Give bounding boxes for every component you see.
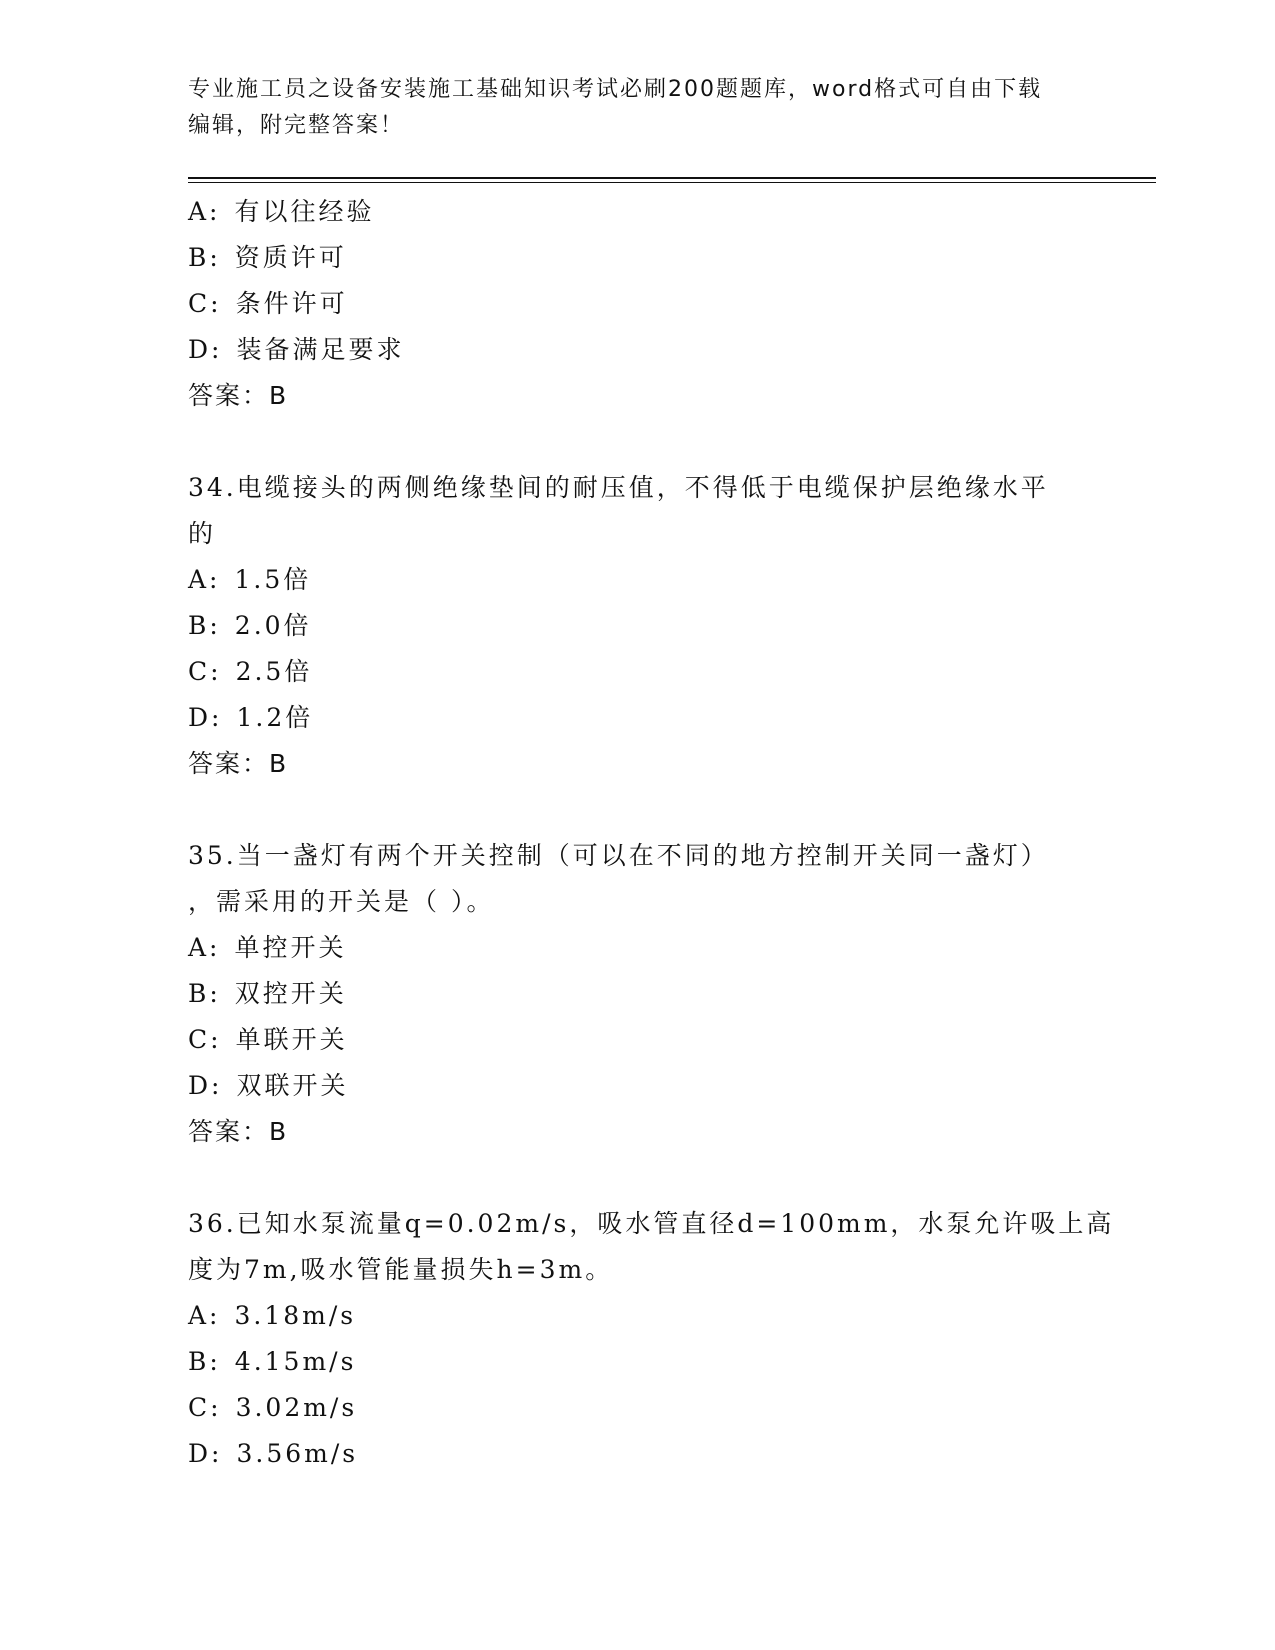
option-key: B: [188,979,221,1008]
option-key: D: [188,1071,223,1100]
option-text: 2.0倍 [234,611,312,640]
question-list [188,189,1115,1477]
option-key: A: [188,1301,221,1330]
option-text: 3.56m/s [236,1439,359,1468]
header-line-1: 专业施工员之设备安装施工基础知识考试必刷200题题库，word格式可自由下载 [188,77,1043,102]
option-key: B: [188,243,221,272]
option-text: 资质许可 [234,243,347,272]
option-b [188,603,1088,649]
header-line-2: 编辑，附完整答案！ [188,113,405,138]
question-block-34 [188,465,1088,787]
option-d [188,695,1088,741]
question-block-35 [188,833,1088,1155]
option-c [188,281,1088,327]
option-text: 条件许可 [235,289,348,318]
header-divider-thick [188,177,1156,179]
answer-line: 答案：B [188,749,289,778]
spacer [188,787,1088,833]
option-a [188,925,1088,971]
question-stem-line: ，需采用的开关是（ ）。 [188,887,495,916]
option-d [188,1063,1088,1109]
option-a [188,189,1088,235]
option-b [188,1339,1088,1385]
option-key: C: [188,1393,222,1422]
option-text: 1.5倍 [234,565,312,594]
option-text: 双联开关 [236,1071,349,1100]
question-block-36 [188,1201,1115,1477]
option-text: 双控开关 [234,979,347,1008]
question-stem-line: 34.电缆接头的两侧绝缘垫间的耐压值，不得低于电缆保护层绝缘水平 [188,473,1049,502]
option-text: 单控开关 [234,933,347,962]
answer-line: 答案：B [188,1117,289,1146]
answer-line: 答案：B [188,381,289,410]
option-text: 3.18m/s [234,1301,357,1330]
question-stem-line: 的 [188,519,217,548]
option-key: B: [188,611,221,640]
spacer [188,419,1088,465]
question-stem-line: 度为7m,吸水管能量损失h=3m。 [188,1255,614,1284]
option-text: 1.2倍 [236,703,314,732]
option-c [188,1385,1088,1431]
option-key: B: [188,1347,221,1376]
option-d [188,327,1088,373]
option-key: A: [188,565,221,594]
option-text: 单联开关 [235,1025,348,1054]
option-key: D: [188,1439,223,1468]
question-stem-line: 36.已知水泵流量q=0.02m/s，吸水管直径d=100mm，水泵允许吸上高 [188,1209,1115,1238]
header-divider-thin [188,182,1156,183]
question-stem-line: 35.当一盏灯有两个开关控制（可以在不同的地方控制开关同一盏灯） [188,841,1049,870]
option-text: 2.5倍 [235,657,313,686]
option-text: 3.02m/s [235,1393,358,1422]
option-b [188,971,1088,1017]
option-key: C: [188,1025,222,1054]
option-key: D: [188,703,223,732]
option-a [188,1293,1088,1339]
document-header [188,72,1088,144]
option-key: A: [188,197,221,226]
option-key: A: [188,933,221,962]
option-a [188,557,1088,603]
option-c [188,1017,1088,1063]
option-text: 4.15m/s [234,1347,357,1376]
option-d [188,1431,1088,1477]
option-key: C: [188,289,222,318]
question-block-33 [188,189,1088,419]
option-c [188,649,1088,695]
spacer [188,1155,1088,1201]
option-key: C: [188,657,222,686]
option-text: 有以往经验 [234,197,375,226]
option-text: 装备满足要求 [236,335,405,364]
option-b [188,235,1088,281]
option-key: D: [188,335,223,364]
